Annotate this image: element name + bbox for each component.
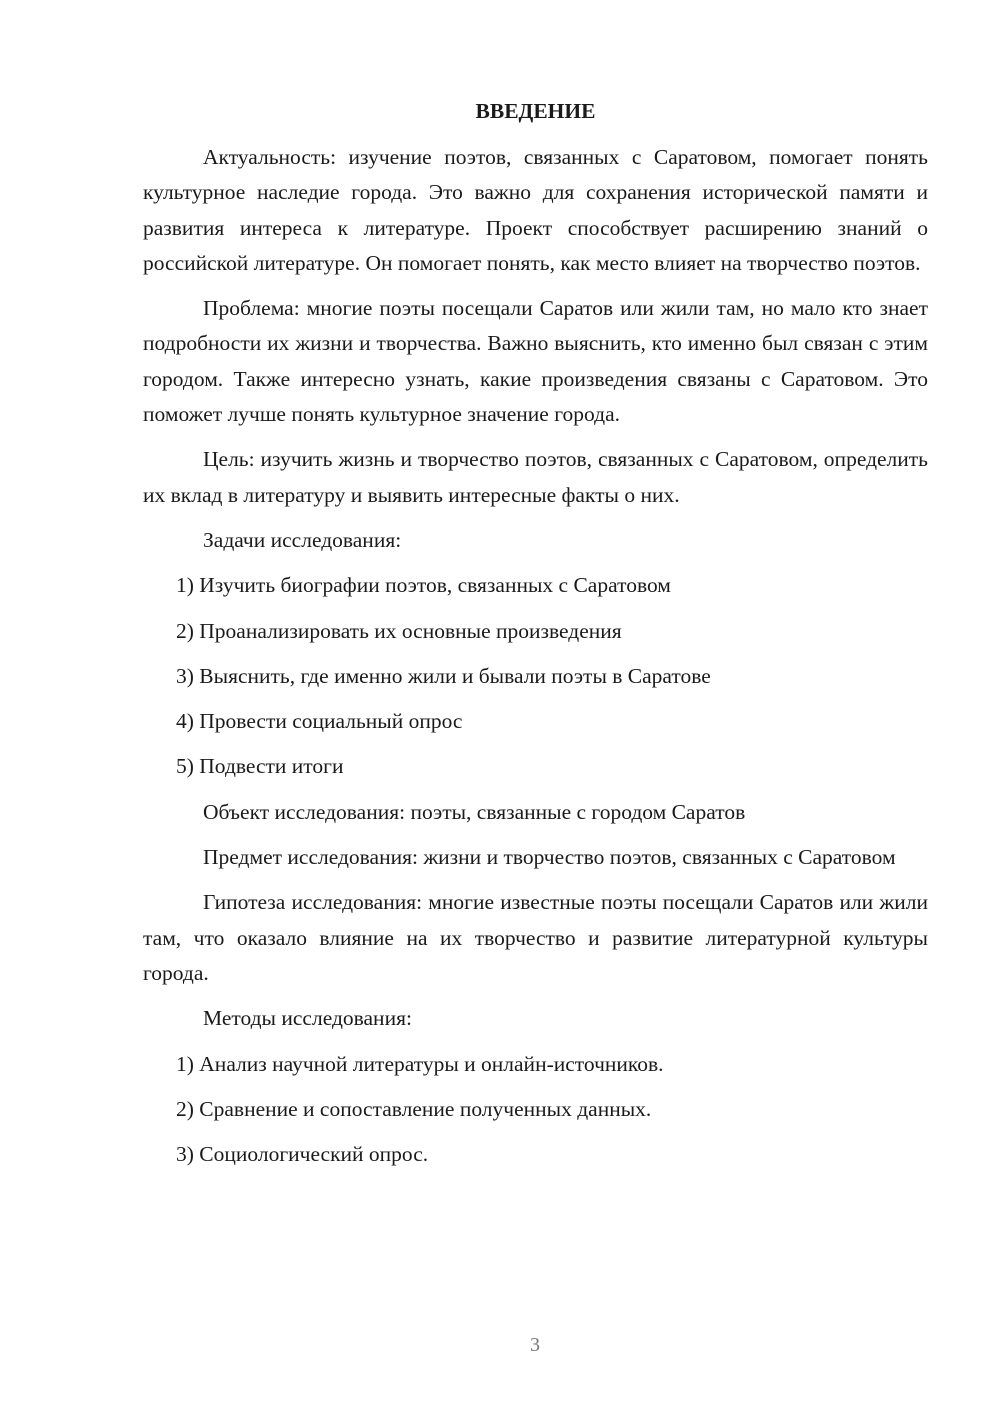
problem-paragraph: Проблема: многие поэты посещали Саратов или жили там, но мало кто знает подробности их жизни и творчества. Важно выяснить, кто именно был связан с этим городом. Также интересно узнать, какие произведения связаны с Саратовом. Это поможет лучше понять культурное значение города. <box>143 296 928 427</box>
tasks-list <box>143 568 928 784</box>
document-title: ВВЕДЕНИЕ <box>475 99 596 123</box>
method-item: 3) Социологический опрос. <box>176 1142 429 1167</box>
tasks-heading: Задачи исследования: <box>203 527 402 552</box>
document-page <box>143 96 928 1182</box>
goal-paragraph: Цель: изучить жизнь и творчество поэтов, связанных с Саратовом, определить их вклад в литературу и выявить интересные факты о них. <box>143 447 928 507</box>
page-number: 3 <box>530 1334 540 1356</box>
relevance-paragraph: Актуальность: изучение поэтов, связанных с Саратовом, помогает понять культурное наследие города. Это важно для сохранения исторической памяти и развития интереса к литературе. Проект способствует расширению знаний о российской литературе. Он помогает понять, как место влияет на творчество поэтов. <box>143 145 928 275</box>
hypothesis-paragraph: Гипотеза исследования: многие известные поэты посещали Саратов или жили там, что оказало влияние на их творчество и развитие литературной культуры города. <box>143 890 928 985</box>
methods-list <box>143 1047 928 1173</box>
task-item: 2) Проанализировать их основные произведения <box>176 618 622 643</box>
method-item: 2) Сравнение и сопоставление полученных данных. <box>176 1096 652 1121</box>
task-item: 3) Выяснить, где именно жили и бывали поэты в Саратове <box>176 663 711 688</box>
task-item: 4) Провести социальный опрос <box>176 709 463 734</box>
task-item: 5) Подвести итоги <box>176 754 344 779</box>
task-item: 1) Изучить биографии поэтов, связанных с Саратовом <box>176 573 671 598</box>
method-item: 1) Анализ научной литературы и онлайн-источников. <box>176 1051 664 1076</box>
object-paragraph: Объект исследования: поэты, связанные с городом Саратов <box>203 799 746 824</box>
subject-paragraph: Предмет исследования: жизни и творчество поэтов, связанных с Саратовом <box>203 845 896 870</box>
methods-heading: Методы исследования: <box>203 1006 412 1031</box>
